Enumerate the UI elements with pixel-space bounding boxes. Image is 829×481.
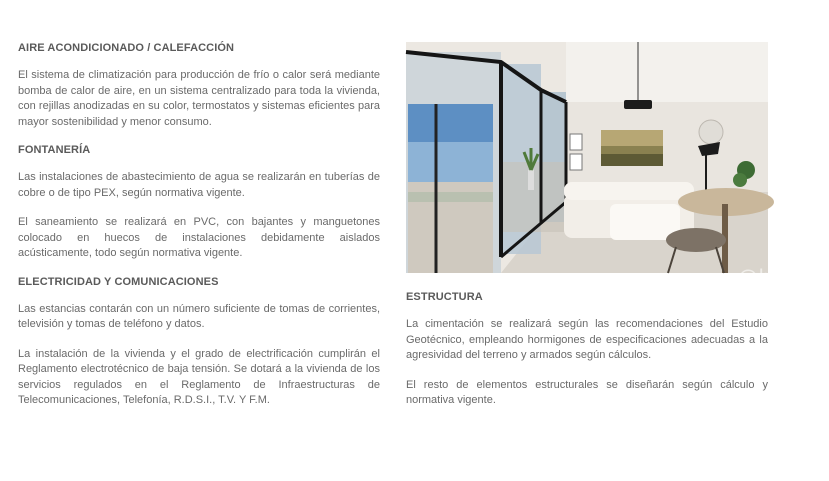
heading-electricidad: ELECTRICIDAD Y COMUNICACIONES [18, 275, 219, 288]
heading-estructura: ESTRUCTURA [406, 291, 483, 303]
paragraph-electricidad-tomas: Las estancias contarán con un número suficiente de tomas de corrientes, televisión y tomas de teléfono y datos. [18, 302, 380, 330]
living-room-illustration [406, 42, 768, 273]
watermark: @bitacia [738, 265, 829, 289]
heading-fontaneria: FONTANERÍA [18, 144, 91, 156]
interior-render-image [406, 42, 829, 289]
paragraph-aire-acondicionado: El sistema de climatización para producción de frío o calor será mediante bomba de calor de aire, en un sistema centralizado para toda la vivienda, con rejillas anodizadas en su color, termostatos y sistemas eficientes para mayor sostenibilidad y menor consumo. [18, 69, 380, 128]
right-column [406, 42, 829, 423]
paragraph-electricidad-reglamento: La instalación de la vivienda y el grado de electrificación cumplirán el Reglamento electrotécnico de baja tensión. Se dotará a la vivienda de los servicios regulados en el Reglamento de Infraestructuras de Telecomunicaciones, Telefonía, R.D.S.I., T.V. Y F.M. [18, 347, 380, 406]
paragraph-fontaneria-saneamiento: El saneamiento se realizará en PVC, con bajantes y manguetones colocado en huecos de instalaciones debidamente aislados acústicamente, todo según normativa vigente. [18, 216, 380, 259]
paragraph-estructura-resto: El resto de elementos estructurales se diseñarán según cálculo y normativa vigente. [406, 378, 768, 406]
heading-aire-acondicionado: AIRE ACONDICIONADO / CALEFACCIÓN [18, 42, 235, 54]
paragraph-fontaneria-agua: Las instalaciones de abastecimiento de agua se realizarán en tuberías de cobre o de tipo PEX, según normativa vigente. [18, 171, 380, 199]
left-column [18, 42, 380, 423]
paragraph-estructura-cimentacion: La cimentación se realizará según las recomendaciones del Estudio Geotécnico, empleando hormigones de especificaciones adecuadas a la agresividad del terreno y armados según cálculos. [406, 318, 768, 361]
